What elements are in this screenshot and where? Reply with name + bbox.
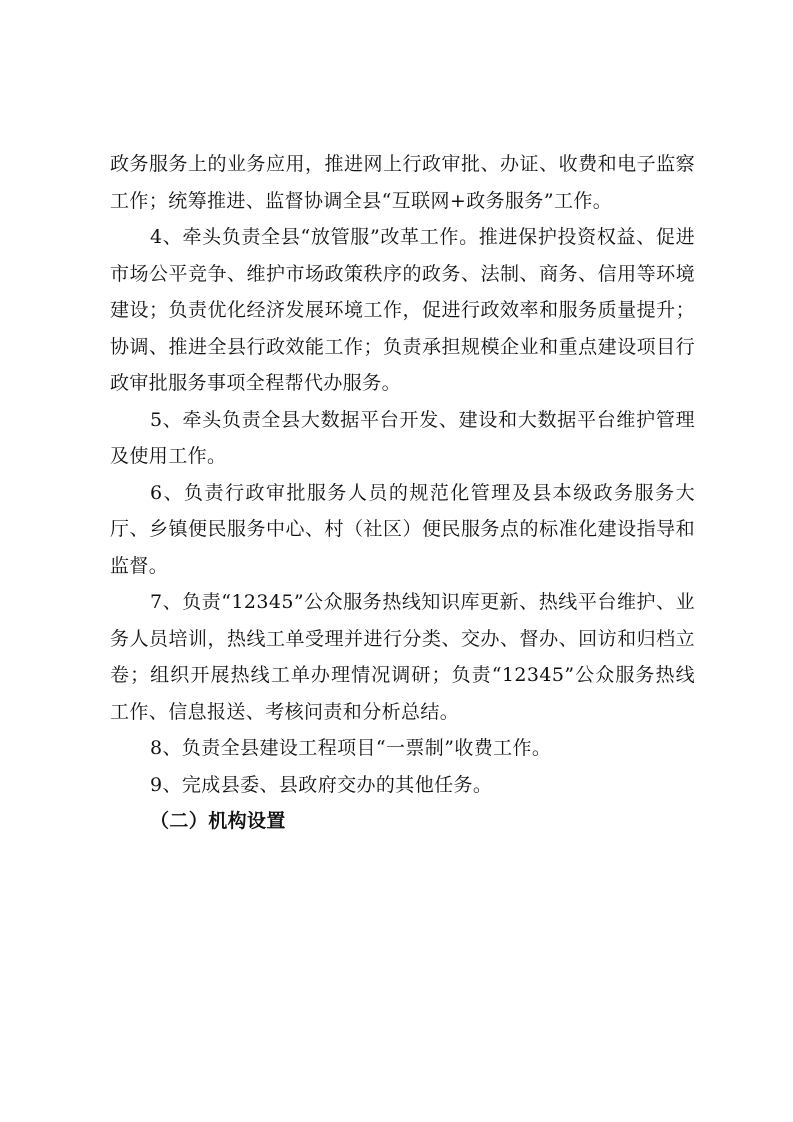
paragraph-item-5: 5、牵头负责全县大数据平台开发、建设和大数据平台维护管理及使用工作。	[110, 408, 695, 467]
paragraph-continuation: 政务服务上的业务应用，推进网上行政审批、办证、收费和电子监察工作；统筹推进、监督协调全县“互联网+政务服务”工作。	[110, 153, 695, 212]
document-body	[110, 146, 695, 840]
paragraph-item-4: 4、牵头负责全县“放管服”改革工作。推进保护投资权益、促进市场公平竞争、维护市场政策秩序的政务、法制、商务、信用等环境建设；负责优化经济发展环境工作，促进行政效率和服务质量提升；协调、推进全县行政效能工作；负责承担规模企业和重点建设项目行政审批服务事项全程帮代办服务。	[110, 226, 695, 394]
paragraph-item-8: 8、负责全县建设工程项目“一票制”收费工作。	[150, 737, 552, 759]
paragraph-item-7: 7、负责“12345”公众服务热线知识库更新、热线平台维护、业务人员培训，热线工单受理并进行分类、交办、督办、回访和归档立卷；组织开展热线工单办理情况调研；负责“12345”公众服务热线工作、信息报送、考核问责和分析总结。	[110, 591, 695, 723]
section-heading: （二）机构设置	[150, 810, 286, 832]
paragraph-item-6: 6、负责行政审批服务人员的规范化管理及县本级政务服务大厅、乡镇便民服务中心、村（社区）便民服务点的标准化建设指导和监督。	[110, 481, 695, 577]
paragraph-item-9: 9、完成县委、县政府交办的其他任务。	[150, 773, 493, 796]
